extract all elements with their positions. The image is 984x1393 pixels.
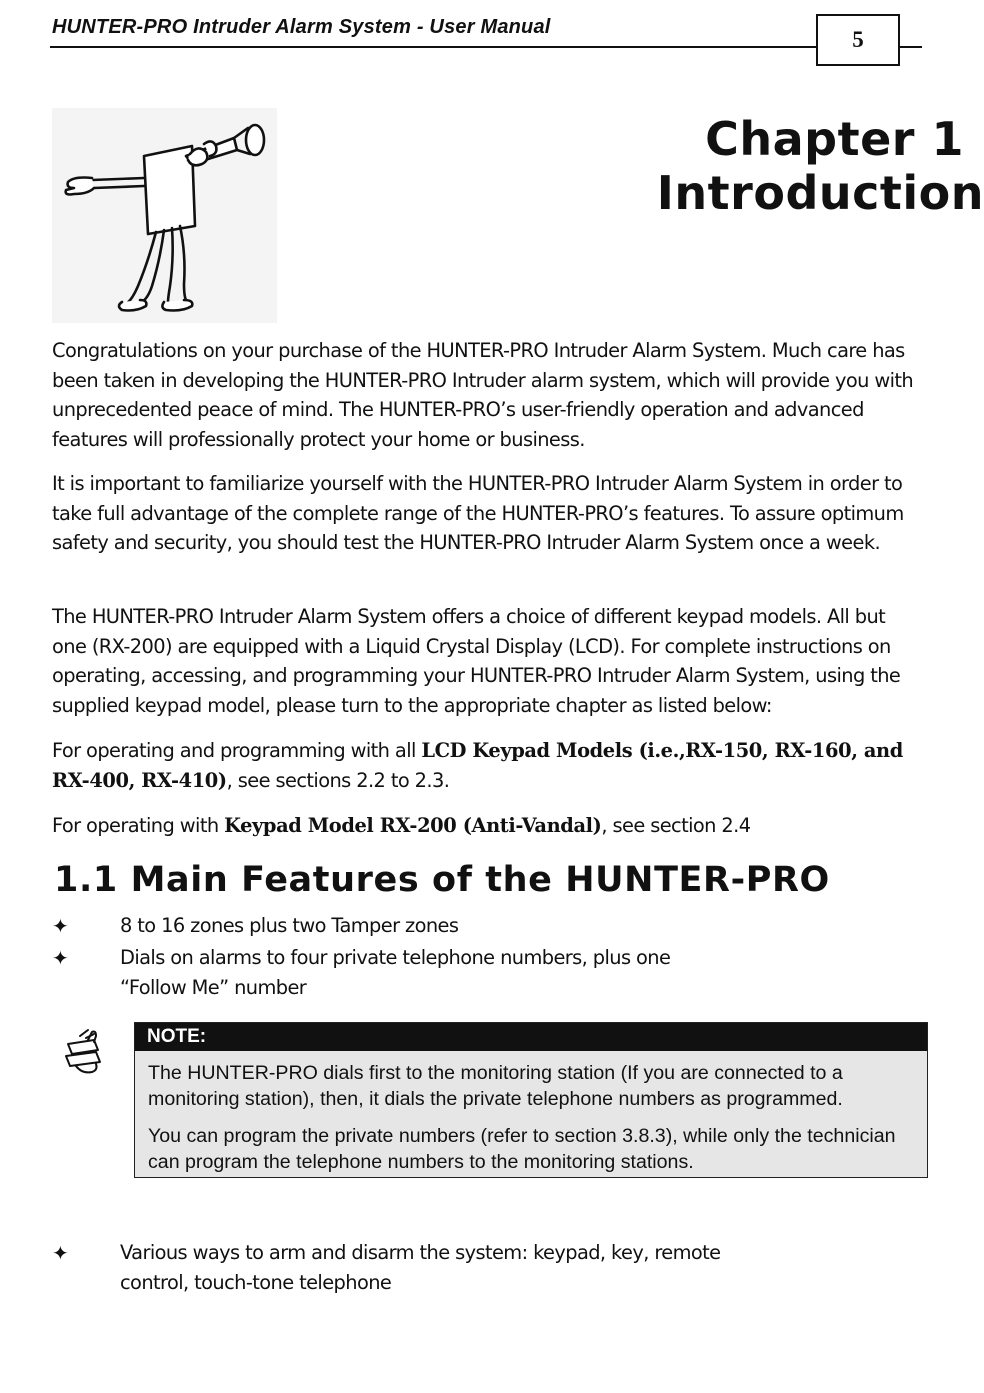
manual-header-title: HUNTER-PRO Intruder Alarm System - User Manual xyxy=(52,16,551,38)
lcd-keypad-models: LCD Keypad Models (i.e.,RX-150, RX-160, and RX-400, RX-410) xyxy=(52,739,903,792)
rx200-keypad-model: Keypad Model RX-200 (Anti-Vandal) xyxy=(224,814,602,837)
bullet-star-icon: ✦ xyxy=(52,946,69,970)
intro-paragraph-3: The HUNTER-PRO Intruder Alarm System offers a choice of different keypad models. All but one (RX-200) are equipped with a Liquid Crystal Display (LCD). For complete instructions on operating, accessing, and programming your HUNTER-PRO Intruder Alarm System, using the supplied keypad model, please turn to the appropriate chapter as listed below: xyxy=(52,605,901,717)
note-hand-icon xyxy=(58,1028,110,1078)
rx200-text-pre: For operating with xyxy=(52,814,225,837)
bullet-star-icon: ✦ xyxy=(52,914,69,938)
rx200-text-post: , see section 2.4 xyxy=(601,814,751,837)
feature-bullet-1: 8 to 16 zones plus two Tamper zones xyxy=(120,914,459,937)
intro-paragraph-2: It is important to familiarize yourself with the HUNTER-PRO Intruder Alarm System in order to take full advantage of the complete range of the HUNTER-PRO’s features. To assure optimum safety and security, you should test the HUNTER-PRO Intruder Alarm System once a week. xyxy=(52,472,904,555)
note-paragraph-1: The HUNTER-PRO dials first to the monitoring station (If you are connected to a monitoring station), then, it dials the private telephone numbers as programmed. xyxy=(148,1062,843,1110)
feature-bullet-3: Various ways to arm and disarm the system: keypad, key, remote control, touch-tone telephone xyxy=(120,1241,721,1294)
chapter-title-area xyxy=(0,100,984,230)
intro-paragraph-lcd-keypads xyxy=(52,736,922,795)
lcd-text-pre: For operating and programming with all xyxy=(52,739,422,762)
feature-bullet-2: Dials on alarms to four private telephone numbers, plus one “Follow Me” number xyxy=(120,946,671,999)
note-box xyxy=(134,1022,928,1178)
bullet-star-icon: ✦ xyxy=(52,1241,69,1265)
note-label: NOTE: xyxy=(135,1023,927,1051)
header-rule xyxy=(50,46,922,48)
intro-paragraph-rx200 xyxy=(52,811,922,841)
intro-paragraph-1: Congratulations on your purchase of the HUNTER-PRO Intruder Alarm System. Much care has been taken in developing the HUNTER-PRO Intruder alarm system, which will provide you with unprecedented peace of mind. The HUNTER-PRO’s user-friendly operation and advanced features will professionally protect your home or business. xyxy=(52,339,914,451)
chapter-name-title: Introduction xyxy=(656,166,984,220)
section-heading: 1.1 Main Features of the HUNTER-PRO xyxy=(54,860,830,900)
chapter-number-title: Chapter 1 xyxy=(705,112,964,166)
page-number: 5 xyxy=(852,27,864,52)
page-number-box xyxy=(816,14,900,66)
note-paragraph-2: You can program the private numbers (refer to section 3.8.3), while only the technician can program the telephone numbers to the monitoring stations. xyxy=(148,1125,896,1173)
lcd-text-post: , see sections 2.2 to 2.3. xyxy=(226,768,450,792)
